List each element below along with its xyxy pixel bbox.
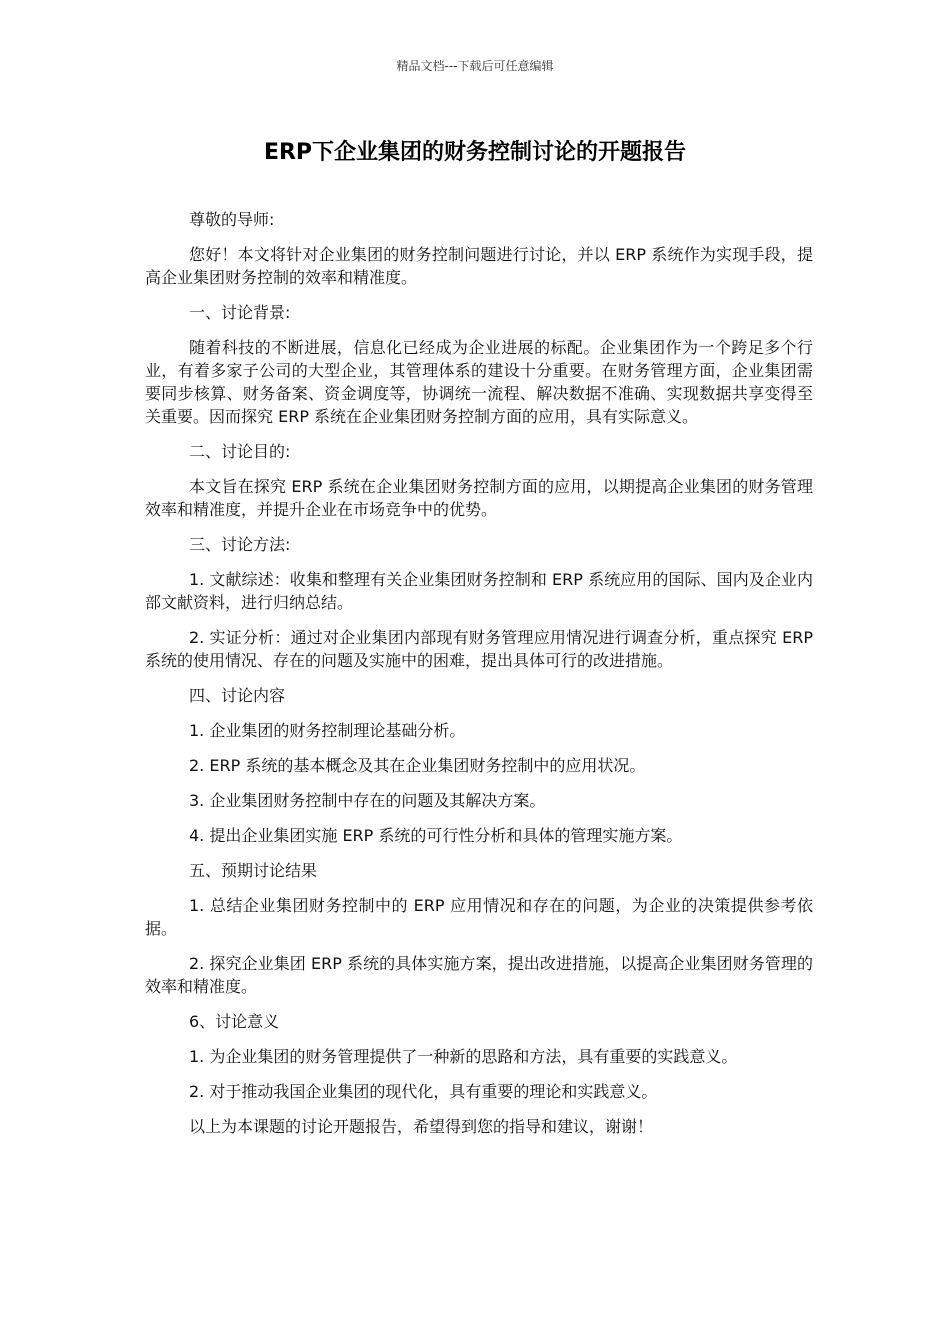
intro-paragraph: 您好！本文将针对企业集团的财务控制问题进行讨论，并以 ERP 系统作为实现手段，提高企业集团财务控制的效率和精准度。 (145, 245, 813, 287)
section-heading-content: 四、讨论内容 (189, 686, 286, 705)
closing-paragraph: 以上为本课题的讨论开题报告，希望得到您的指导和建议，谢谢！ (189, 1117, 654, 1136)
salutation: 尊敬的导师: (189, 210, 275, 229)
document-title: ERP下企业集团的财务控制讨论的开题报告 (263, 140, 687, 165)
document-body (145, 208, 813, 1150)
page-header: 精品文档---下载后可任意编辑 (396, 59, 554, 73)
content-item: 2. ERP 系统的基本概念及其在企业集团财务控制中的应用状况。 (189, 756, 646, 775)
content-item: 4. 提出企业集团实施 ERP 系统的可行性分析和具体的管理实施方案。 (189, 826, 683, 845)
purpose-paragraph: 本文旨在探究 ERP 系统在企业集团财务控制方面的应用，以期提高企业集团的财务管理效率和精准度，并提升企业在市场竞争中的优势。 (145, 477, 813, 519)
section-heading-expected-results: 五、预期讨论结果 (189, 861, 318, 880)
result-item: 1. 总结企业集团财务控制中的 ERP 应用情况和存在的问题，为企业的决策提供参考依据。 (145, 896, 813, 938)
result-item: 2. 探究企业集团 ERP 系统的具体实施方案，提出改进措施，以提高企业集团财务管理的效率和精准度。 (145, 954, 813, 996)
content-item: 3. 企业集团财务控制中存在的问题及其解决方案。 (189, 791, 546, 810)
background-paragraph: 随着科技的不断进展，信息化已经成为企业进展的标配。企业集团作为一个跨足多个行业，有着多家子公司的大型企业，其管理体系的建设十分重要。在财务管理方面，企业集团需要同步核算、财务备案、资金调度等，协调统一流程、解决数据不准确、实现数据共享变得至关重要。因而探究 ERP 系统在企业集团财务控制方面的应用，具有实际意义。 (145, 338, 813, 426)
significance-item: 2. 对于推动我国企业集团的现代化，具有重要的理论和实践意义。 (189, 1082, 658, 1101)
content-item: 1. 企业集团的财务控制理论基础分析。 (189, 721, 466, 740)
method-item: 1. 文献综述：收集和整理有关企业集团财务控制和 ERP 系统应用的国际、国内及企业内部文献资料，进行归纳总结。 (145, 570, 813, 612)
significance-item: 1. 为企业集团的财务管理提供了一种新的思路和方法，具有重要的实践意义。 (189, 1047, 738, 1066)
section-heading-significance: 6、讨论意义 (189, 1012, 280, 1031)
method-item: 2. 实证分析：通过对企业集团内部现有财务管理应用情况进行调查分析，重点探究 ERP 系统的使用情况、存在的问题及实施中的困难，提出具体可行的改进措施。 (145, 628, 813, 670)
section-heading-background: 一、讨论背景: (189, 303, 291, 322)
section-heading-purpose: 二、讨论目的: (189, 442, 291, 461)
section-heading-methods: 三、讨论方法: (189, 535, 291, 554)
